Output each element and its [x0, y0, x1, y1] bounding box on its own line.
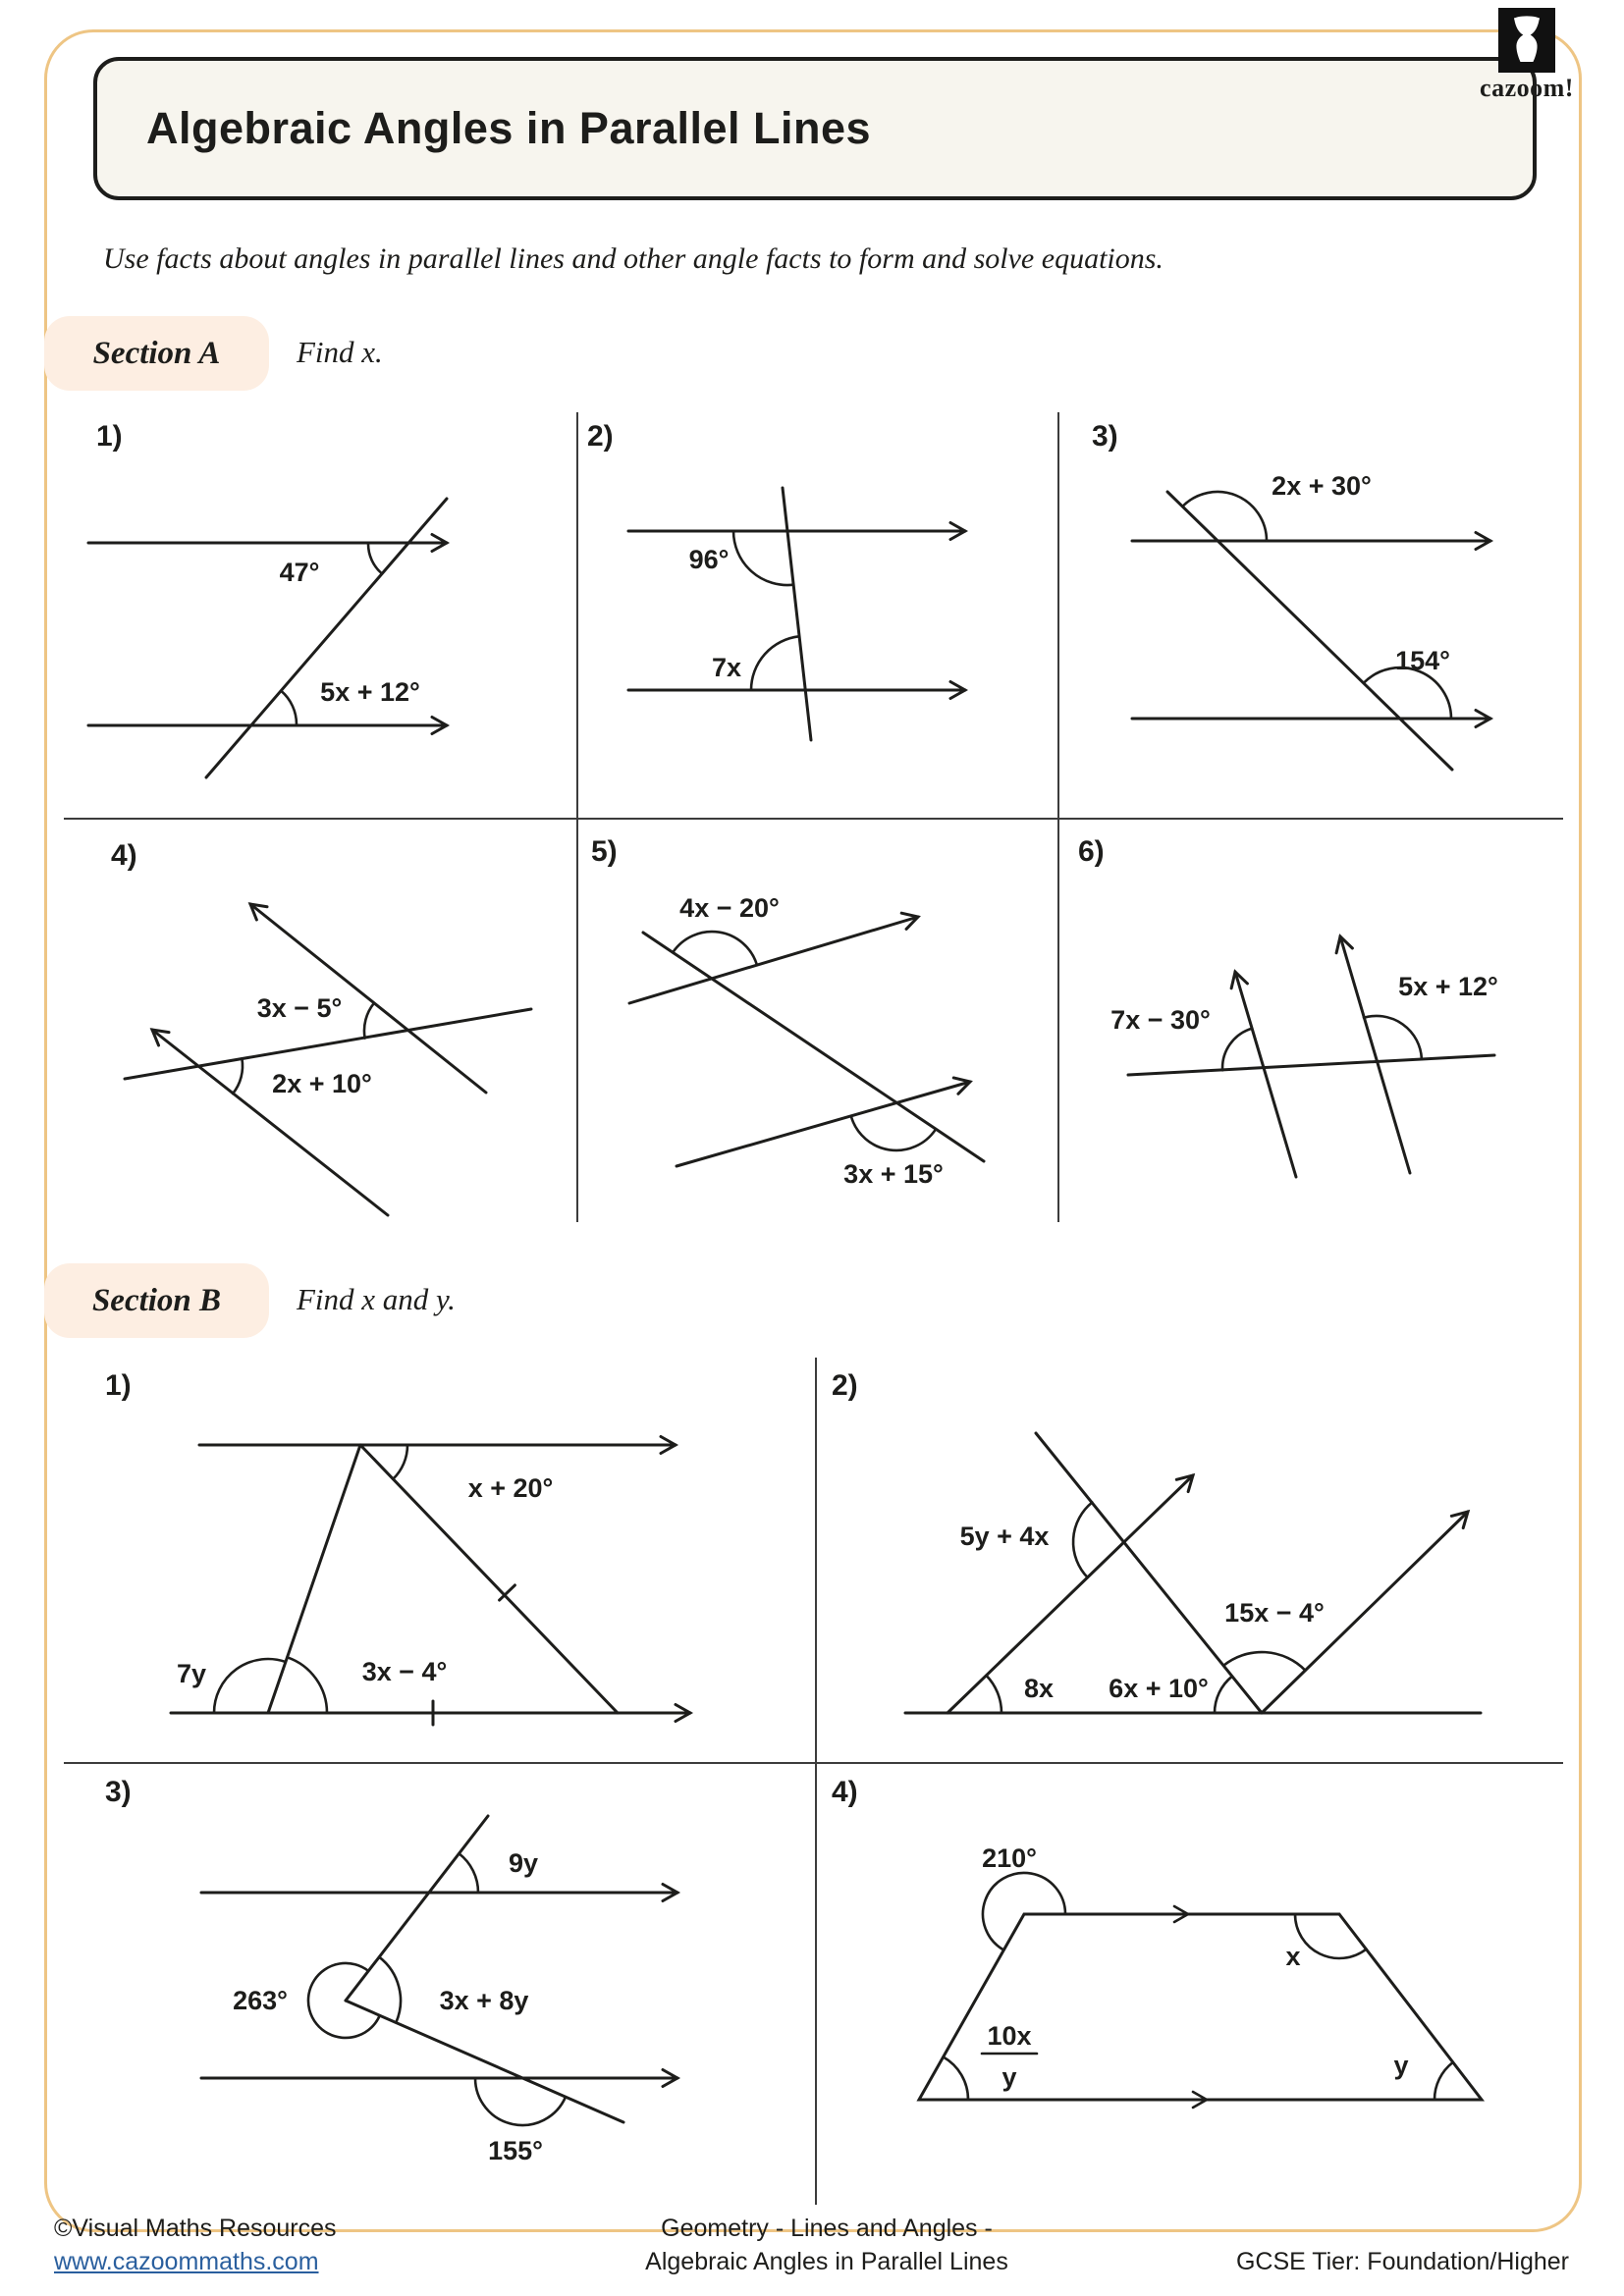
drum-icon — [1498, 8, 1555, 73]
angle-arc — [379, 1957, 401, 2023]
section-b-chip — [44, 1263, 269, 1338]
problem-b3-diagram — [64, 1762, 815, 2207]
angle-arc — [364, 1003, 374, 1039]
angle-arc — [233, 1058, 243, 1094]
problem-number: 2) — [832, 1369, 858, 1402]
angle-label: 3x + 8y — [439, 1986, 529, 2015]
triangle-left-leg — [268, 1445, 360, 1713]
problem-a4 — [64, 818, 577, 1222]
problem-a2 — [577, 412, 1058, 818]
angle-arc — [393, 1445, 407, 1479]
footer-topic-line1: Geometry - Lines and Angles - — [661, 2215, 993, 2242]
angle-arc — [1223, 1652, 1305, 1671]
angle-label: 3x + 15° — [843, 1159, 944, 1189]
problem-b2-diagram — [815, 1350, 1563, 1762]
angle-arc — [1222, 1029, 1252, 1071]
angle-label: 7x − 30° — [1110, 1005, 1211, 1035]
section-a-instruction: Find x. — [297, 335, 383, 369]
section-b-label: Section B — [91, 1282, 222, 1318]
problem-number: 2) — [587, 420, 614, 453]
problem-a6-diagram — [1058, 818, 1563, 1222]
footer-credit: ©Visual Maths Resources — [54, 2215, 337, 2242]
angle-arc — [1215, 1677, 1232, 1713]
angle-label: 155° — [488, 2136, 543, 2165]
brand-logo — [1463, 8, 1591, 103]
transversal-line — [783, 488, 811, 740]
transversal-line — [1167, 492, 1452, 770]
footer-tier: GCSE Tier: Foundation/Higher — [1235, 2248, 1569, 2275]
angle-arc — [281, 691, 297, 724]
section-b-grid — [64, 1350, 1563, 2207]
angle-arc — [751, 636, 799, 690]
angle-arc — [987, 1676, 1002, 1713]
page-title: Algebraic Angles in Parallel Lines — [146, 103, 872, 153]
descending-line — [1036, 1433, 1262, 1713]
angle-label: x — [1285, 1942, 1301, 1971]
problem-number: 6) — [1078, 835, 1105, 868]
angle-label: 15x − 4° — [1224, 1598, 1325, 1628]
angle-label: 6x + 10° — [1109, 1674, 1209, 1703]
problem-a6 — [1058, 818, 1563, 1222]
angle-label: 5x + 12° — [1398, 972, 1498, 1001]
problem-b4 — [815, 1762, 1563, 2207]
angle-arc — [1435, 2062, 1453, 2100]
angle-label: 2x + 10° — [272, 1069, 372, 1098]
problem-a1-diagram — [64, 412, 577, 818]
problem-a4-diagram — [64, 818, 577, 1222]
parallel-line-left — [152, 1030, 388, 1215]
problem-a3-diagram — [1058, 412, 1563, 818]
problem-b4-diagram — [815, 1762, 1563, 2207]
angle-label: 154° — [1395, 646, 1450, 675]
problem-b1 — [64, 1350, 815, 1762]
angle-label: 96° — [688, 545, 730, 574]
title-box — [93, 57, 1537, 200]
angle-arc — [1073, 1503, 1092, 1578]
problem-b1-diagram — [64, 1350, 815, 1762]
zigzag-segment-upper — [346, 1816, 488, 2001]
angle-label: 4x − 20° — [679, 893, 780, 923]
fraction-denominator: y — [1001, 2062, 1017, 2092]
problem-number: 4) — [111, 839, 137, 872]
angle-label: 7x — [711, 653, 742, 682]
angle-label: 210° — [982, 1843, 1037, 1873]
angle-label: 263° — [233, 1986, 288, 2015]
transversal-line — [1128, 1055, 1494, 1075]
section-b-instruction: Find x and y. — [297, 1282, 456, 1316]
problem-number: 3) — [1092, 420, 1118, 453]
angle-label: 9y — [508, 1848, 539, 1878]
angle-arc — [733, 531, 793, 585]
problem-number: 1) — [105, 1369, 132, 1402]
angle-label: 5y + 4x — [959, 1522, 1050, 1551]
problem-b3 — [64, 1762, 815, 2207]
intro-text: Use facts about angles in parallel lines and other angle facts to form and solve equations. — [103, 242, 1164, 275]
problem-a5 — [577, 818, 1058, 1222]
problem-number: 4) — [832, 1776, 858, 1808]
problem-number: 3) — [105, 1776, 132, 1808]
parallel-line-left — [1235, 972, 1296, 1177]
angle-label: 3x − 4° — [361, 1657, 448, 1686]
angle-arc — [288, 1657, 328, 1713]
footer-topic-line2: Algebraic Angles in Parallel Lines — [645, 2248, 1008, 2275]
section-a-chip — [44, 316, 269, 391]
angle-arc — [460, 1853, 478, 1893]
fraction-numerator: 10x — [987, 2021, 1032, 2051]
section-a-grid — [64, 412, 1563, 1222]
angle-label: y — [1393, 2051, 1409, 2080]
angle-label: 47° — [279, 558, 320, 587]
problem-a2-diagram — [577, 412, 1058, 818]
problem-number: 1) — [96, 420, 123, 453]
angle-label: 7y — [176, 1659, 207, 1688]
angle-arc — [1182, 492, 1267, 541]
footer-link[interactable]: www.cazoommaths.com — [54, 2248, 319, 2275]
angle-label: 5x + 12° — [320, 677, 420, 707]
logo-wordmark: cazoom! — [1480, 74, 1574, 102]
angle-label: 2x + 30° — [1272, 471, 1372, 501]
angle-arc — [475, 2078, 566, 2125]
angle-label: 8x — [1023, 1674, 1055, 1703]
problem-b2 — [815, 1350, 1563, 1762]
angle-label: x + 20° — [467, 1473, 554, 1503]
angle-arc — [944, 2057, 968, 2101]
angle-arc — [1364, 1016, 1422, 1059]
problem-a3 — [1058, 412, 1563, 818]
problem-a1 — [64, 412, 577, 818]
angle-arc — [214, 1659, 286, 1713]
reflex-angle-arc — [308, 1963, 380, 2038]
problem-a5-diagram — [577, 818, 1058, 1222]
angle-label: 3x − 5° — [256, 993, 343, 1023]
reflex-angle-arc — [983, 1873, 1065, 1950]
problem-number: 5) — [591, 835, 618, 868]
parallel-line-top — [629, 917, 918, 1003]
angle-arc — [368, 544, 382, 573]
zigzag-segment-lower — [346, 2001, 623, 2122]
transversal-line — [206, 499, 447, 777]
section-a-label: Section A — [92, 335, 221, 371]
